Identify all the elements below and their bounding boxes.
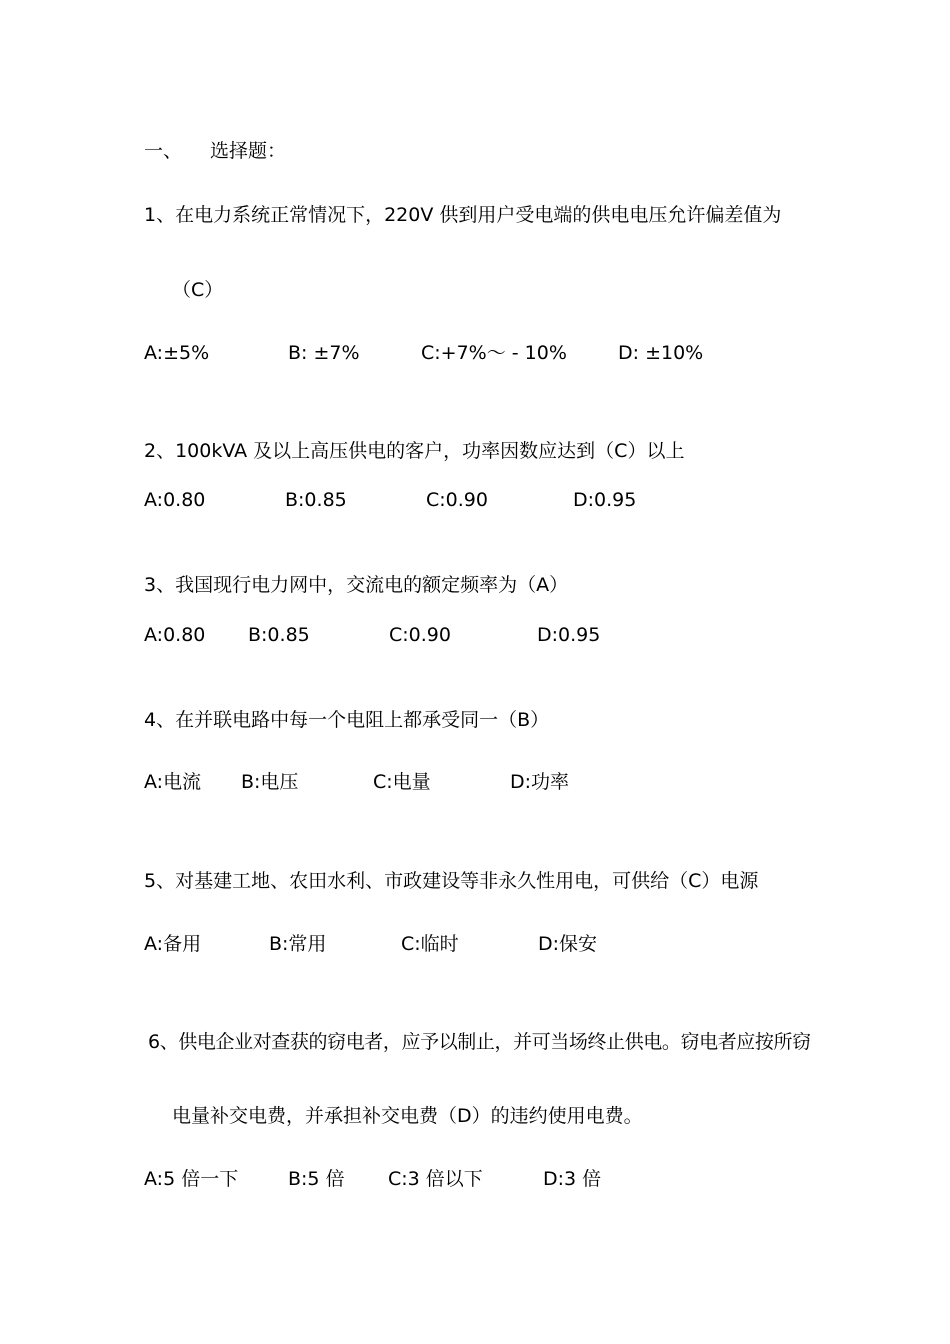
question-3-text: 3、我国现行电力网中，交流电的额定频率为（A） [144, 574, 569, 596]
question-4-option-c: C:电量 [373, 771, 431, 793]
question-2-option-d: D:0.95 [573, 489, 637, 511]
question-2-option-a: A:0.80 [144, 489, 206, 511]
question-2-text: 2、100kVA 及以上高压供电的客户，功率因数应达到（C）以上 [144, 440, 685, 462]
question-3-option-b: B:0.85 [248, 624, 310, 646]
section-number: 一、 [144, 140, 183, 162]
question-6-text-continued: 电量补交电费，并承担补交电费（D）的违约使用电费。 [172, 1105, 643, 1127]
question-1-answer: （C） [172, 279, 224, 301]
question-6-option-b: B:5 倍 [288, 1168, 345, 1190]
question-1-option-d: D: ±10% [618, 342, 704, 364]
question-4-option-a: A:电流 [144, 771, 202, 793]
question-5-option-d: D:保安 [538, 933, 598, 955]
question-1-option-a: A:±5% [144, 342, 210, 364]
question-6-text: 6、供电企业对查获的窃电者，应予以制止，并可当场终止供电。窃电者应按所窃 [148, 1031, 811, 1053]
question-5-option-b: B:常用 [269, 933, 327, 955]
question-6-option-d: D:3 倍 [543, 1168, 602, 1190]
question-5-option-c: C:临时 [401, 933, 459, 955]
question-4-option-d: D:功率 [510, 771, 570, 793]
question-3-option-c: C:0.90 [389, 624, 451, 646]
question-1-option-b: B: ±7% [288, 342, 360, 364]
question-1-option-c: C:+7%～ - 10% [421, 342, 567, 364]
question-4-option-b: B:电压 [241, 771, 299, 793]
question-5-option-a: A:备用 [144, 933, 202, 955]
question-3-option-d: D:0.95 [537, 624, 601, 646]
question-3-option-a: A:0.80 [144, 624, 206, 646]
section-title: 选择题： [210, 140, 287, 162]
question-5-text: 5、对基建工地、农田水利、市政建设等非永久性用电，可供给（C）电源 [144, 870, 759, 892]
question-2-option-b: B:0.85 [285, 489, 347, 511]
question-2-option-c: C:0.90 [426, 489, 488, 511]
question-6-option-a: A:5 倍一下 [144, 1168, 239, 1190]
question-4-text: 4、在并联电路中每一个电阻上都承受同一（B） [144, 709, 550, 731]
question-1-text: 1、在电力系统正常情况下，220V 供到用户受电端的供电电压允许偏差值为 [144, 204, 782, 226]
question-6-option-c: C:3 倍以下 [388, 1168, 483, 1190]
